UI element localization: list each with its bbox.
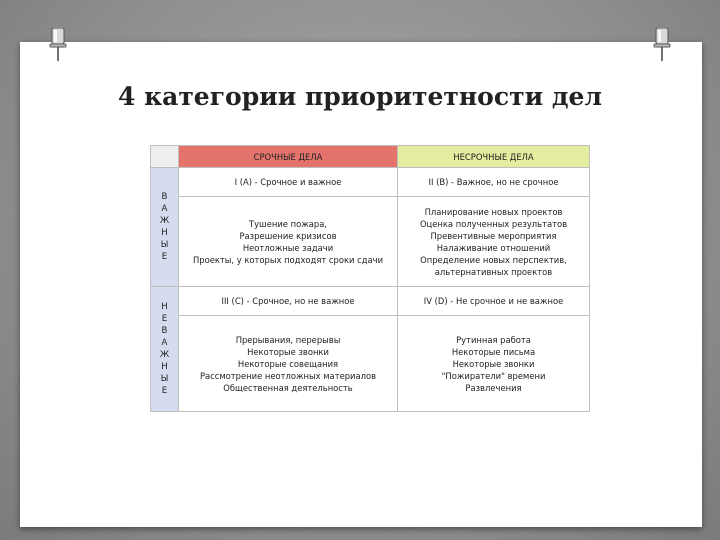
list-item: Оценка полученных результатов [419, 218, 568, 229]
list-item: Превентивные мероприятия [430, 230, 557, 241]
quadrant-2-label: II (B) - Важное, но не срочное [398, 168, 590, 197]
list-item: Рассмотрение неотложных материалов [199, 370, 377, 381]
list-item: Некоторые совещания [237, 358, 339, 369]
priority-matrix-table [150, 145, 590, 412]
list-item: Некоторые звонки [247, 346, 329, 357]
list-item: Общественная деятельность [223, 382, 353, 393]
list-item: альтернативных проектов [434, 266, 553, 277]
quadrant-2-content [398, 197, 590, 287]
list-item: Некоторые звонки [452, 358, 535, 369]
quadrant-3-label: III (C) - Срочное, но не важное [179, 287, 398, 316]
quadrant-1-content [179, 197, 398, 287]
list-item: Рутинная работа [456, 334, 531, 345]
list-item: Некоторые письма [451, 346, 536, 357]
list-item: Прерывания, перерывы [235, 334, 341, 345]
pushpin-icon [48, 28, 68, 62]
list-item: Разрешение кризисов [239, 230, 337, 241]
pushpin-icon [652, 28, 672, 62]
urgent-column-header: СРОЧНЫЕ ДЕЛА [179, 146, 398, 168]
slide-title: 4 категории приоритетности дел [117, 82, 603, 111]
list-item: Определение новых перспектив, [420, 254, 567, 265]
list-item: Неотложные задачи [242, 242, 334, 253]
important-row-header: В А Ж Н Ы Е [151, 168, 179, 287]
quadrant-3-content [179, 316, 398, 412]
list-item: "Пожиратели" времени [441, 370, 546, 381]
list-item: Планирование новых проектов [424, 206, 563, 217]
list-item: Развлечения [465, 382, 522, 393]
list-item: Проекты, у которых подходят сроки сдачи [192, 254, 384, 265]
quadrant-4-label: IV (D) - Не срочное и не важное [398, 287, 590, 316]
unimportant-row-header: Н Е В А Ж Н Ы Е [151, 287, 179, 412]
nonurgent-column-header: НЕСРОЧНЫЕ ДЕЛА [398, 146, 590, 168]
list-item: Тушение пожара, [248, 218, 327, 229]
quadrant-1-label: I (A) - Срочное и важное [179, 168, 398, 197]
corner-cell [151, 146, 179, 168]
list-item: Налаживание отношений [436, 242, 551, 253]
quadrant-4-content [398, 316, 590, 412]
